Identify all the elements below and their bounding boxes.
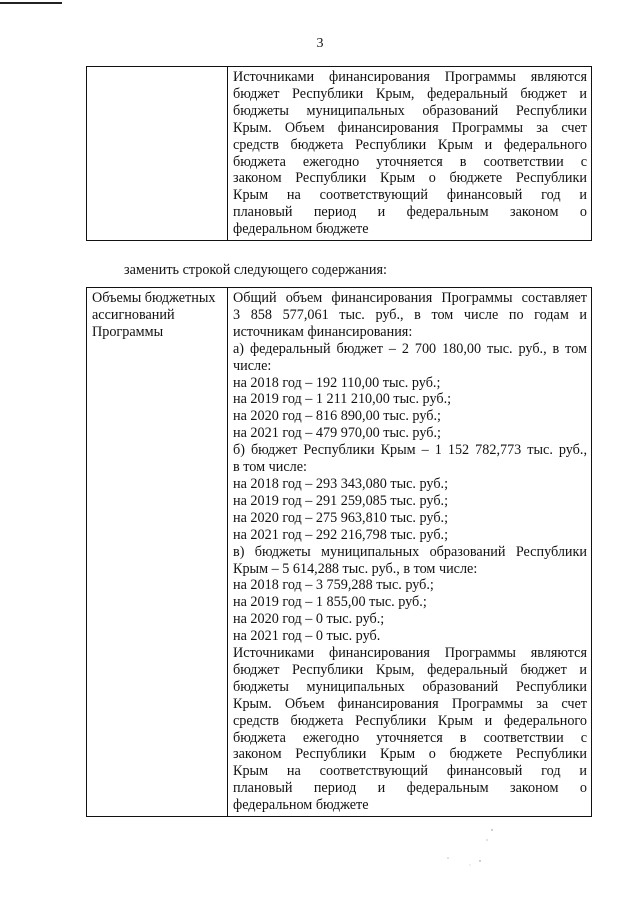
- text-line: 3 858 577,061 тыс. руб., в том числе по годам и: [233, 306, 587, 323]
- text-line: бюджет Республики Крым, федеральный бюджет и: [233, 85, 587, 102]
- text-line: бюджеты муниципальных образований Республики: [233, 102, 587, 119]
- text-line: Крым. Объем финансирования Программы за счет: [233, 119, 587, 136]
- text-line: Общий объем финансирования Программы составляет: [233, 290, 587, 306]
- text-line: средств бюджета Республики Крым и федерального: [233, 712, 587, 729]
- text-line: бюджета ежегодно уточняется в соответствии с: [233, 729, 587, 746]
- text-line: плановый период и федеральным законом о: [233, 780, 587, 797]
- text-line: на 2021 год – 0 тыс. руб.: [233, 628, 381, 645]
- text-lines: [233, 69, 587, 238]
- text-line: на 2018 год – 293 343,080 тыс. руб.;: [233, 475, 449, 492]
- text-line: федеральном бюджете: [233, 797, 369, 814]
- table-row: [87, 288, 592, 817]
- text-line: федеральном бюджете: [233, 221, 369, 238]
- text-line: на 2020 год – 816 890,00 тыс. руб.;: [233, 408, 441, 425]
- budget-allocations-cell: [228, 288, 592, 817]
- text-line: б) бюджет Республики Крым – 1 152 782,773 тыс. руб.,: [233, 442, 587, 459]
- text-line: законом Республики Крым о бюджете Республики: [233, 746, 587, 763]
- top-table: [86, 66, 592, 241]
- text-line: на 2021 год – 292 216,798 тыс. руб.;: [233, 526, 449, 543]
- table-row: [87, 67, 592, 241]
- text-line: бюджет Республики Крым, федеральный бюджет и: [233, 661, 587, 678]
- text-line: Крым – 5 614,288 тыс. руб., в том числе:: [233, 560, 478, 577]
- text-line: Крым. Объем финансирования Программы за счет: [233, 695, 587, 712]
- text-line: плановый период и федеральным законом о: [233, 204, 587, 221]
- text-line: Крым на соответствующий финансовый год и: [233, 763, 587, 780]
- text-line: в том числе:: [233, 459, 307, 476]
- text-line: числе:: [233, 357, 272, 374]
- page-number: 3: [316, 36, 324, 51]
- funding-sources-cell: [228, 67, 592, 241]
- text-line: на 2020 год – 0 тыс. руб.;: [233, 611, 385, 628]
- text-line: на 2020 год – 275 963,810 тыс. руб.;: [233, 509, 449, 526]
- replacement-intro: заменить строкой следующего содержания:: [124, 262, 387, 278]
- text-line: на 2018 год – 3 759,288 тыс. руб.;: [233, 577, 434, 594]
- text-line: на 2019 год – 291 259,085 тыс. руб.;: [233, 492, 449, 509]
- text-line: источникам финансирования:: [233, 323, 413, 340]
- header-rule: [0, 2, 62, 4]
- text-line: Источниками финансирования Программы являются: [233, 645, 587, 662]
- text-line: бюджета ежегодно уточняется в соответствии с: [233, 153, 587, 170]
- text-line: на 2019 год – 1 211 210,00 тыс. руб.;: [233, 391, 452, 408]
- label-cell: [87, 288, 228, 817]
- text-line: Источниками финансирования Программы являются: [233, 69, 587, 85]
- text-line: а) федеральный бюджет – 2 700 180,00 тыс. руб., в том: [233, 340, 587, 357]
- scan-specks: [440, 828, 500, 868]
- text-line: Крым на соответствующий финансовый год и: [233, 187, 587, 204]
- empty-label-cell: [87, 67, 228, 241]
- text-line: бюджеты муниципальных образований Республики: [233, 678, 587, 695]
- text-line: в) бюджеты муниципальных образований Республики: [233, 543, 587, 560]
- row-label: Объемы бюджетных ассигнований Программы: [92, 290, 216, 340]
- text-line: на 2018 год – 192 110,00 тыс. руб.;: [233, 374, 441, 391]
- text-line: законом Республики Крым о бюджете Республики: [233, 170, 587, 187]
- text-line: на 2019 год – 1 855,00 тыс. руб.;: [233, 594, 427, 611]
- text-line: средств бюджета Республики Крым и федерального: [233, 136, 587, 153]
- text-line: на 2021 год – 479 970,00 тыс. руб.;: [233, 425, 441, 442]
- text-lines: [233, 290, 587, 814]
- bottom-table: [86, 287, 592, 817]
